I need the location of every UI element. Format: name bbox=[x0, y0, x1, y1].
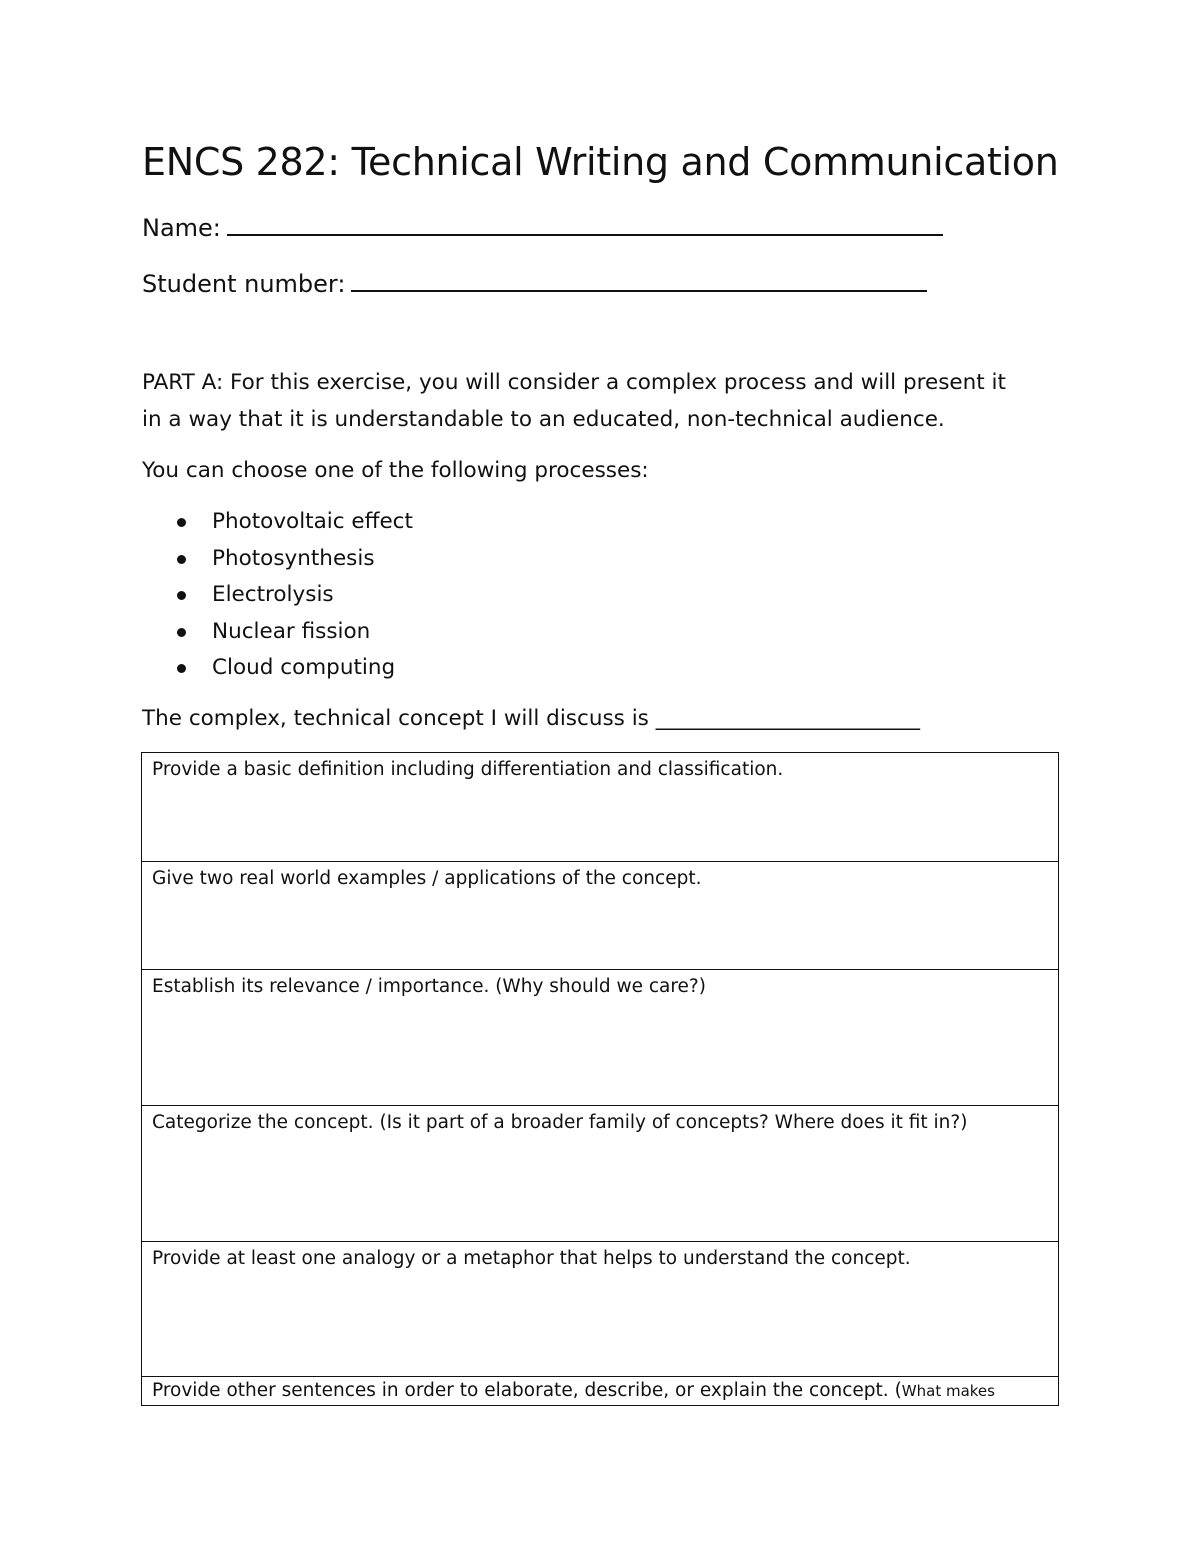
part-a-instructions bbox=[142, 364, 1006, 438]
list-item: Cloud computing bbox=[142, 650, 413, 687]
intro-line-1: PART A: For this exercise, you will consider a complex process and will present it bbox=[142, 370, 1006, 395]
last-row-small-text: What makes bbox=[901, 1382, 995, 1400]
student-number-field bbox=[142, 268, 927, 298]
student-number-blank-line[interactable] bbox=[351, 268, 927, 292]
name-label: Name: bbox=[142, 214, 221, 242]
intro-line-2: in a way that it is understandable to an educated, non-technical audience. bbox=[142, 407, 945, 432]
name-blank-line[interactable] bbox=[227, 212, 943, 236]
bullet-icon bbox=[177, 591, 186, 600]
concept-statement bbox=[142, 700, 919, 737]
concept-prompt: The complex, technical concept I will discuss is bbox=[142, 706, 649, 731]
name-field bbox=[142, 212, 943, 242]
student-number-label: Student number: bbox=[142, 270, 346, 298]
list-item: Nuclear fission bbox=[142, 614, 413, 651]
table-row[interactable]: Provide other sentences in order to elaborate, describe, or explain the concept. (What makes bbox=[152, 1380, 995, 1401]
list-item: Photovoltaic effect bbox=[142, 504, 413, 541]
bullet-icon bbox=[177, 518, 186, 527]
table-row[interactable]: Establish its relevance / importance. (Why should we care?) bbox=[142, 970, 1058, 1106]
list-item: Electrolysis bbox=[142, 577, 413, 614]
bullet-icon bbox=[177, 664, 186, 673]
bullet-icon bbox=[177, 555, 186, 564]
table-row[interactable]: Provide a basic definition including differentiation and classification. bbox=[142, 753, 1058, 862]
worksheet-table bbox=[141, 752, 1059, 1406]
table-row[interactable]: Provide at least one analogy or a metaphor that helps to understand the concept. bbox=[142, 1242, 1058, 1377]
table-row[interactable]: Categorize the concept. (Is it part of a broader family of concepts? Where does it fit in?) bbox=[142, 1106, 1058, 1242]
list-item: Photosynthesis bbox=[142, 541, 413, 578]
document-title: ENCS 282: Technical Writing and Communication bbox=[142, 140, 1059, 184]
concept-blank[interactable]: ___________________________ bbox=[655, 706, 919, 731]
table-row[interactable]: Give two real world examples / applications of the concept. bbox=[142, 862, 1058, 970]
choose-instruction: You can choose one of the following processes: bbox=[142, 458, 649, 483]
process-list bbox=[142, 504, 413, 687]
bullet-icon bbox=[177, 628, 186, 637]
